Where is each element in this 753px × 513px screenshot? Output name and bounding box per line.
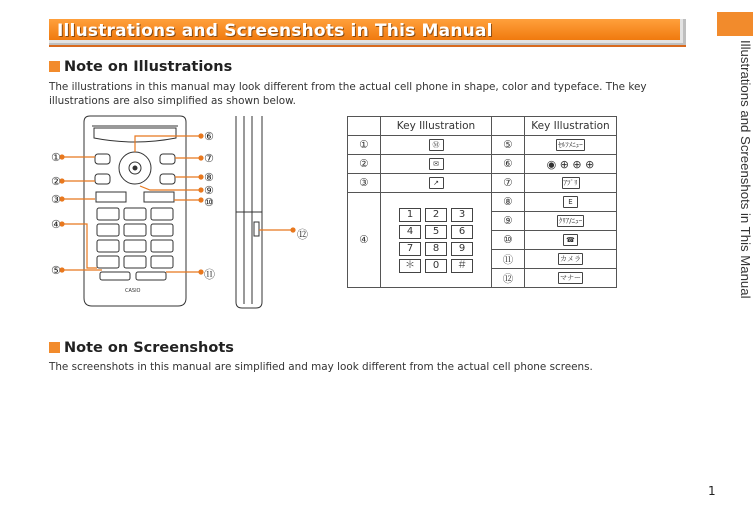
self-menu-key-icon: ｾﾙﾌﾒﾆｭｰ — [558, 141, 583, 149]
appli-button-icon — [160, 154, 175, 164]
clear-key-icon: ｸﾘｱ/ﾆｭｰ — [558, 217, 583, 225]
section-marker — [49, 342, 60, 353]
section-heading-illustrations — [49, 59, 232, 75]
table-cell — [525, 231, 617, 250]
table-cell — [525, 250, 617, 269]
table-cell: ④ — [348, 193, 381, 288]
keypad-icon — [97, 208, 173, 268]
callout-10: ⑩ — [204, 196, 214, 209]
end-key-icon: ☎ — [563, 234, 578, 246]
key-2-icon: 2 — [425, 208, 447, 222]
appli-key-icon: ｱﾌﾟﾘ — [563, 179, 578, 187]
table-cell — [525, 193, 617, 212]
side-tab-label: Illustrations and Screenshots in This Manual — [738, 40, 753, 299]
side-tab-marker — [717, 12, 753, 36]
callout-11: ⑪ — [204, 268, 215, 281]
table-header — [348, 117, 381, 136]
callout-7: ⑦ — [204, 152, 214, 165]
table-cell: ⑩ — [492, 231, 525, 250]
callout-3: ③ — [51, 193, 61, 206]
callout-5: ⑤ — [51, 264, 61, 277]
numeric-keypad-icon — [399, 205, 473, 276]
table-row — [348, 136, 617, 155]
key-6-icon: 6 — [451, 225, 473, 239]
table-cell: ① — [348, 136, 381, 155]
table-header — [492, 117, 525, 136]
key-3-icon: 3 — [451, 208, 473, 222]
title-bar — [49, 19, 686, 47]
section-marker — [49, 61, 60, 72]
mail-button-icon — [95, 174, 110, 184]
table-cell: ② — [348, 155, 381, 174]
table-cell: ⑥ — [492, 155, 525, 174]
table-cell — [525, 174, 617, 193]
table-cell: ⑦ — [492, 174, 525, 193]
end-key-icon — [144, 192, 174, 202]
call-key-icon — [96, 192, 126, 202]
callout-2: ② — [51, 175, 61, 188]
memo-button-icon — [95, 154, 110, 164]
e-button-icon — [160, 174, 175, 184]
table-cell: ⑧ — [492, 193, 525, 212]
section-heading-text: Note on Screenshots — [64, 340, 234, 356]
camera-key-icon: カメラ — [560, 255, 581, 263]
table-cell — [525, 269, 617, 288]
mail-key-icon: ✉ — [429, 158, 444, 170]
table-cell — [381, 136, 492, 155]
table-row — [348, 193, 617, 212]
manner-key-icon: マナー — [560, 274, 581, 282]
table-cell — [381, 174, 492, 193]
phone-brand: CASIO — [125, 288, 141, 294]
callout-4: ④ — [51, 218, 61, 231]
screenshots-body: The screenshots in this manual are simplified and may look different from the actual cell phone screens. — [49, 361, 593, 373]
key-8-icon: 8 — [425, 242, 447, 256]
table-header: Key Illustration — [525, 117, 617, 136]
table-cell — [525, 136, 617, 155]
key-illustration-table — [347, 116, 617, 288]
memo-key-icon: Ⓜ — [429, 139, 444, 151]
table-row — [348, 155, 617, 174]
title-bar-fill — [49, 19, 683, 43]
table-cell — [381, 155, 492, 174]
illustrations-body: The illustrations in this manual may look different from the actual cell phone in shape, color and typeface. The key illustrations are also simplified as shown below. — [49, 81, 647, 107]
section-heading-text: Note on Illustrations — [64, 59, 233, 75]
table-header: Key Illustration — [381, 117, 492, 136]
callout-8: ⑧ — [204, 171, 214, 184]
callout-6: ⑥ — [204, 130, 214, 143]
numeric-keys-cell — [381, 193, 492, 288]
table-cell: ⑨ — [492, 212, 525, 231]
table-cell: ◉ ⊕ ⊕ ⊕ — [525, 155, 617, 174]
call-key-icon: ↗ — [429, 177, 444, 189]
key-star-icon: ＊ — [399, 259, 421, 273]
section-heading-screenshots — [49, 340, 234, 356]
table-cell: ③ — [348, 174, 381, 193]
table-cell: ⑤ — [492, 136, 525, 155]
key-5-icon: 5 — [425, 225, 447, 239]
page-title: Illustrations and Screenshots in This Manual — [57, 21, 493, 41]
key-4-icon: 4 — [399, 225, 421, 239]
table-row — [348, 174, 617, 193]
key-9-icon: 9 — [451, 242, 473, 256]
e-key-icon: E — [563, 196, 578, 208]
key-hash-icon: ＃ — [451, 259, 473, 273]
callout-1: ① — [51, 151, 61, 164]
key-1-icon: 1 — [399, 208, 421, 222]
page-number: 1 — [708, 484, 716, 498]
table-cell: ⑪ — [492, 250, 525, 269]
key-0-icon: 0 — [425, 259, 447, 273]
table-cell — [525, 212, 617, 231]
callout-9: ⑨ — [204, 184, 214, 197]
phone-illustration — [40, 112, 330, 312]
key-7-icon: 7 — [399, 242, 421, 256]
table-cell: ⑫ — [492, 269, 525, 288]
table-header-row — [348, 117, 617, 136]
callout-12: ⑫ — [297, 228, 308, 241]
